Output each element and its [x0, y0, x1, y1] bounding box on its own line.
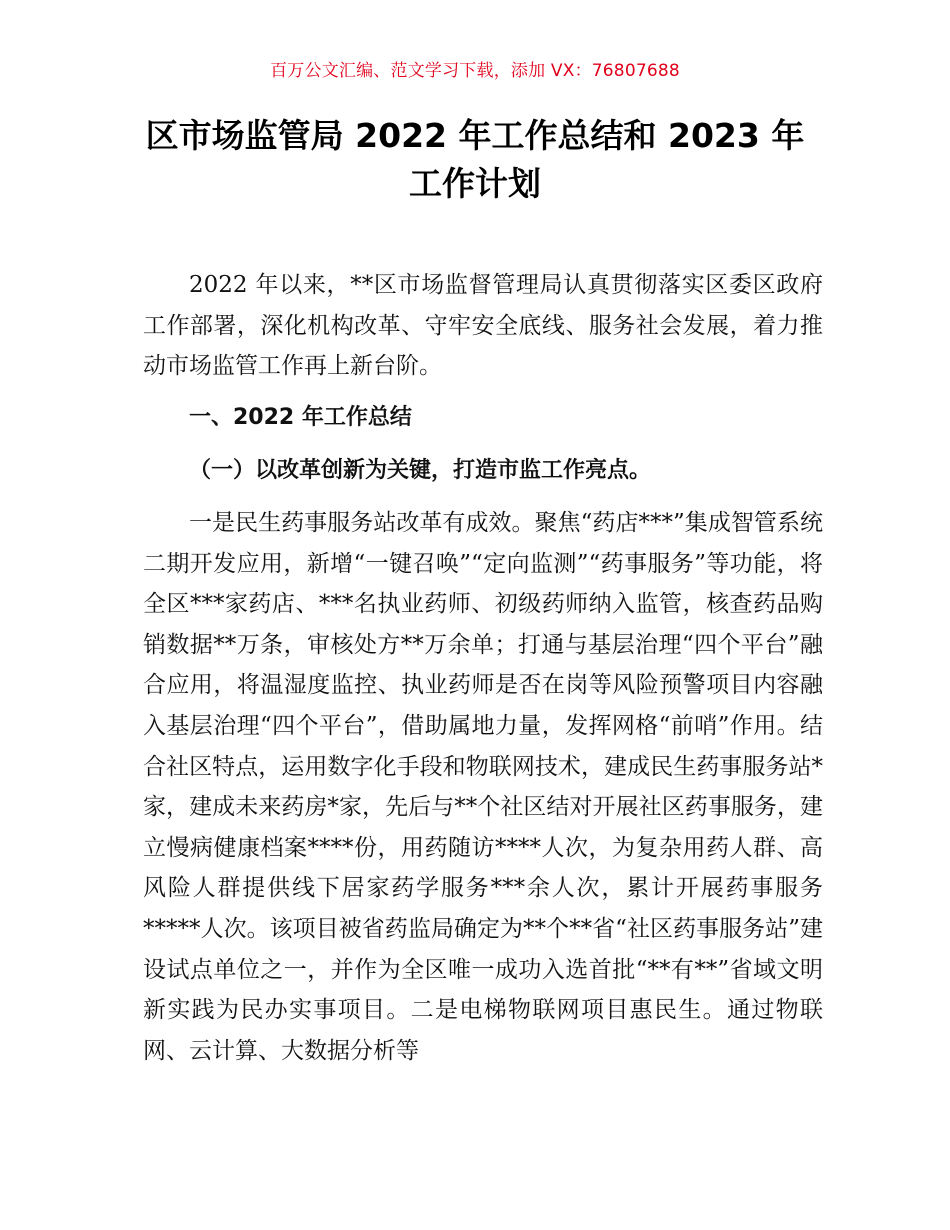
document-title	[100, 112, 850, 208]
title-line-1: 区市场监管局 2022 年工作总结和 2023 年	[145, 116, 805, 155]
body-paragraph: 一是民生药事服务站改革有成效。聚焦“药店***”集成智管系统二期开发应用，新增“一键召唤”“定向监测”“药事服务”等功能，将全区***家药店、***名执业药师、初级药师纳入监管，核查药品购销数据**万条，审核处方**万余单；打通与基层治理“四个平台”融合应用，将温湿度监控、执业药师是否在岗等风险预警项目内容融入基层治理“四个平台”，借助属地力量，发挥网格“前哨”作用。结合社区特点，运用数字化手段和物联网技术，建成民生药事服务站*家，建成未来药房*家，先后与**个社区结对开展社区药事服务，建立慢病健康档案****份，用药随访****人次，为复杂用药人群、高风险人群提供线下居家药学服务***余人次，累计开展药事服务*****人次。该项目被省药监局确定为**个**省“社区药事服务站”建设试点单位之一，并作为全区唯一成功入选首批“**有**”省域文明新实践为民办实事项目。二是电梯物联网项目惠民生。通过物联网、云计算、大数据分析等	[143, 510, 823, 1064]
title-line-2: 工作计划	[409, 164, 541, 203]
subsection-heading: （一）以改革创新为关键，打造市监工作亮点。	[189, 457, 652, 483]
intro-paragraph: 2022 年以来，**区市场监督管理局认真贯彻落实区委区政府工作部署，深化机构改革、守牢安全底线、服务社会发展，着力推动市场监管工作再上新台阶。	[143, 272, 823, 380]
section-heading: 一、2022 年工作总结	[189, 405, 412, 430]
watermark-header: 百万公文汇编、范文学习下载，添加 VX：76807688	[270, 61, 680, 81]
